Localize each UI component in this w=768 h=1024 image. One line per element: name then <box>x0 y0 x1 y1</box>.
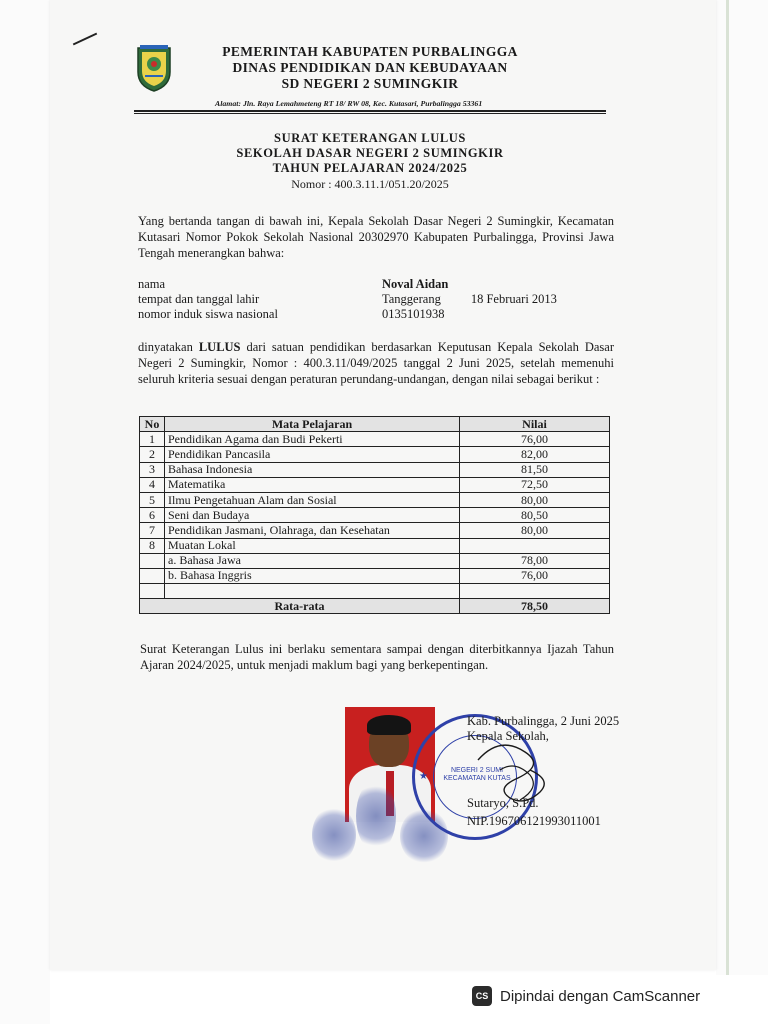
signer-position: Kepala Sekolah, <box>467 729 549 743</box>
row-score: 72,50 <box>460 477 610 492</box>
regency-emblem-icon <box>134 44 174 94</box>
table-row <box>140 553 610 568</box>
table-row <box>140 432 610 447</box>
camscanner-watermark <box>472 983 700 1009</box>
row-score <box>460 538 610 553</box>
stamp-line-1: NEGERI 2 SUMI <box>450 767 504 774</box>
row-score: 80,00 <box>460 492 610 507</box>
row-score: 78,00 <box>460 553 610 568</box>
birth-date: 18 Februari 2013 <box>470 292 557 306</box>
row-number: 3 <box>140 462 165 477</box>
nisn-row <box>138 307 614 322</box>
title-line-2: SEKOLAH DASAR NEGERI 2 SUMINGKIR <box>236 146 504 160</box>
statement-pre: dinyatakan <box>138 340 199 354</box>
grades-table <box>139 416 610 614</box>
birth-place: Tanggerang <box>382 292 441 306</box>
name-label: nama <box>138 277 166 291</box>
table-row <box>140 508 610 523</box>
row-subject: b. Bahasa Inggris <box>165 568 460 583</box>
name-value: Noval Aidan <box>382 277 449 291</box>
row-number <box>140 584 165 599</box>
row-score: 76,00 <box>460 568 610 583</box>
scan-margin-right <box>716 0 768 975</box>
row-subject: Ilmu Pengetahuan Alam dan Sosial <box>165 492 460 507</box>
letterhead-line-2: DINAS PENDIDIKAN DAN KEBUDAYAAN <box>232 60 508 75</box>
letterhead-line-3: SD NEGERI 2 SUMINGKIR <box>281 76 459 91</box>
birth-label: tempat dan tanggal lahir <box>138 292 260 306</box>
grades-table-body <box>140 432 610 599</box>
stamp-line-2: KECAMATAN KUTAS <box>443 775 511 782</box>
row-score: 80,50 <box>460 508 610 523</box>
birth-value <box>382 292 557 307</box>
row-subject: Bahasa Indonesia <box>165 462 460 477</box>
average-row <box>140 599 610 614</box>
row-number: 4 <box>140 477 165 492</box>
row-subject: Seni dan Budaya <box>165 508 460 523</box>
row-subject <box>165 584 460 599</box>
row-score: 82,00 <box>460 447 610 462</box>
letterhead-rule-thick <box>134 110 606 112</box>
table-row <box>140 568 610 583</box>
letterhead <box>200 44 540 92</box>
signer-name: Sutaryo, S.Pd. <box>467 796 539 810</box>
table-row <box>140 477 610 492</box>
name-row <box>138 277 614 292</box>
camscanner-text: Dipindai dengan CamScanner <box>500 987 701 1005</box>
header-subject: Mata Pelajaran <box>165 417 460 432</box>
row-score: 81,50 <box>460 462 610 477</box>
row-score: 76,00 <box>460 432 610 447</box>
row-number: 1 <box>140 432 165 447</box>
row-number: 8 <box>140 538 165 553</box>
scan-margin-left <box>0 0 50 1024</box>
header-score: Nilai <box>460 417 610 432</box>
row-number: 7 <box>140 523 165 538</box>
intro-paragraph: Yang bertanda tangan di bawah ini, Kepala Sekolah Dasar Negeri 2 Sumingkir, Kecamatan Kutasari Nomor Pokok Sekolah Nasional 20302970 Kabupaten Purbalingga, Provinsi Jawa Tengah menerangkan bahwa: <box>138 214 614 260</box>
title-line-3: TAHUN PELAJARAN 2024/2025 <box>272 161 468 175</box>
row-number: 5 <box>140 492 165 507</box>
scan-edge-line <box>726 0 729 975</box>
row-subject: Matematika <box>165 477 460 492</box>
table-header-row <box>140 417 610 432</box>
signer-nip: NIP.196706121993011001 <box>467 814 601 828</box>
row-number: 2 <box>140 447 165 462</box>
letterhead-line-1: PEMERINTAH KABUPATEN PURBALINGGA <box>222 44 518 59</box>
header-no: No <box>140 417 165 432</box>
statement-post: dari satuan pendidikan berdasarkan Keputusan Kepala Sekolah Dasar Negeri 2 Sumingkir, Nomor : 400.3.11/049/2025 tanggal 2 Juni 2025, setelah memenuhi seluruh kriteria sesuai dengan peraturan perundang-undangan, dengan nilai sebagai berikut : <box>138 340 614 386</box>
average-label: Rata-rata <box>140 599 460 614</box>
row-score <box>460 584 610 599</box>
title-line-1: SURAT KETERANGAN LULUS <box>274 131 466 145</box>
statement-status: LULUS <box>198 340 241 354</box>
letterhead-rule-thin <box>134 113 606 114</box>
document-title <box>160 131 580 192</box>
row-subject: Pendidikan Jasmani, Olahraga, dan Kesehatan <box>165 523 460 538</box>
star-icon: ★ <box>419 771 428 782</box>
row-number <box>140 568 165 583</box>
document-number: Nomor : 400.3.11.1/051.20/2025 <box>291 177 449 191</box>
graduation-statement <box>138 339 614 387</box>
row-subject: Pendidikan Agama dan Budi Pekerti <box>165 432 460 447</box>
nisn-label: nomor induk siswa nasional <box>138 307 278 321</box>
table-row <box>140 538 610 553</box>
row-subject: Pendidikan Pancasila <box>165 447 460 462</box>
row-number <box>140 553 165 568</box>
closing-paragraph: Surat Keterangan Lulus ini berlaku sementara sampai dengan diterbitkannya Ijazah Tahun Ajaran 2024/2025, untuk menjadi maklum bagi yang berkepentingan. <box>140 642 614 672</box>
nisn-value: 0135101938 <box>382 307 445 321</box>
fingerprint-left <box>312 806 356 864</box>
row-score: 80,00 <box>460 523 610 538</box>
place-date: Kab. Purbalingga, 2 Juni 2025 <box>467 714 620 728</box>
letterhead-address: Alamat: Jln. Raya Lemahmeteng RT 18/ RW 08, Kec. Kutasari, Purbalingga 53361 <box>215 99 483 108</box>
row-number: 6 <box>140 508 165 523</box>
fingerprint-middle <box>356 780 396 852</box>
table-row <box>140 492 610 507</box>
average-value: 78,50 <box>460 599 610 614</box>
table-row <box>140 584 610 599</box>
table-row <box>140 447 610 462</box>
handwritten-signature <box>470 730 560 810</box>
table-row <box>140 462 610 477</box>
student-details <box>138 277 614 322</box>
table-row <box>140 523 610 538</box>
row-subject: Muatan Lokal <box>165 538 460 553</box>
row-subject: a. Bahasa Jawa <box>165 553 460 568</box>
camscanner-icon: CS <box>472 986 492 1006</box>
birth-row <box>138 292 614 307</box>
